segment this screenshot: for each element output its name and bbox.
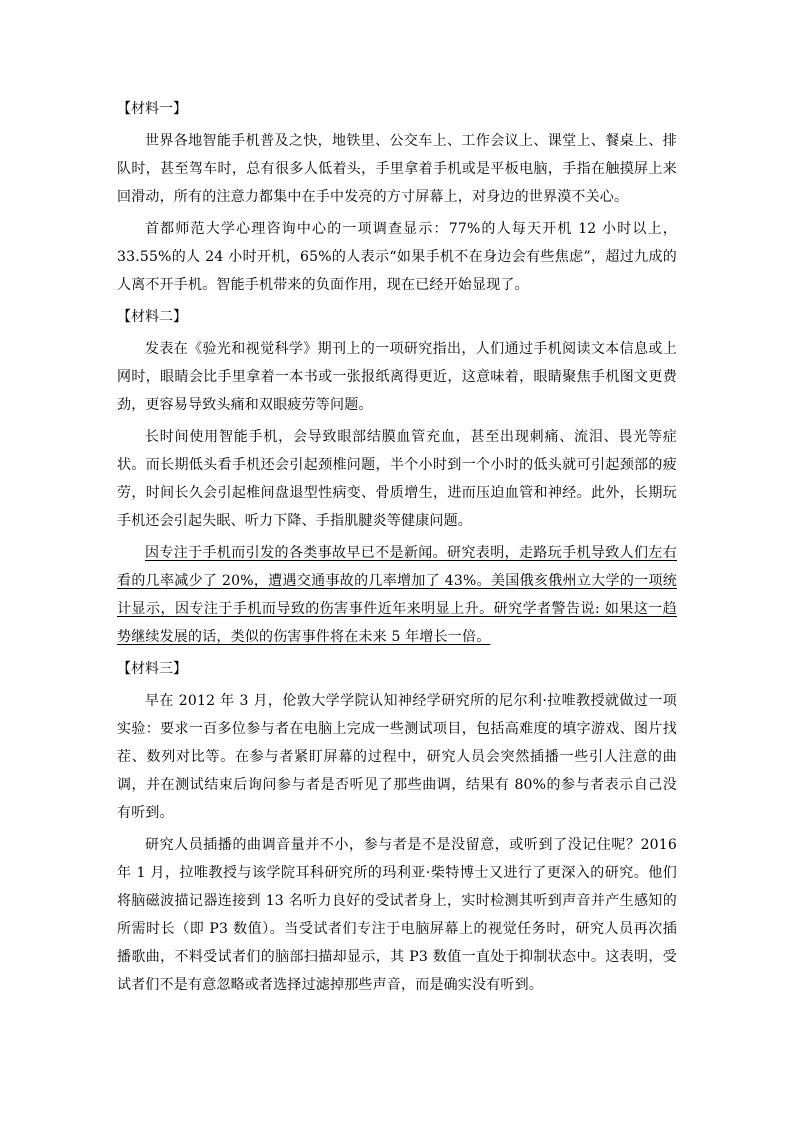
paragraph-material-2-2: 长时间使用智能手机，会导致眼部结膜血管充血，甚至出现刺痛、流泪、畏光等症状。而长期低头看手机还会引起颈椎问题，半个小时到一个小时的低头就可引起颈部的疲劳，时间长久会引起椎间盘退型性病变、骨质增生，进而压迫血管和神经。此外，长期玩手机还会引起失眠、听力下降、手指肌腱炎等健康问题。 [117,429,677,529]
paragraph-material-2-3-underlined: 因专注于手机而引发的各类事故早已不是新闻。研究表明，走路玩手机导致人们左右看的几率减少了 20%，遭遇交通事故的几率增加了 43%。美国俄亥俄州立大学的一项统计显示，因专注于手机而导致的伤害事件近年来明显上升。研究学者警告说: 如果这一趋势继续发展的话，类似的伤害事件将在未来 5 年增长一倍。 [117,545,677,645]
section-heading-material-3: 【材料三】 [117,661,187,677]
paragraph-material-2-1: 发表在《验光和视觉科学》期刊上的一项研究指出，人们通过手机阅读文本信息或上网时，眼睛会比手里拿着一本书或一张报纸离得更近，这意味着，眼睛聚焦手机图文更费劲，更容易导致头痛和双眼疲劳等问题。 [117,341,677,413]
paragraph-material-3-2: 研究人员插播的曲调音量并不小，参与者是不是没留意，或听到了没记住呢？2016 年 1 月，拉唯教授与该学院耳科研究所的玛利亚·柴特博士又进行了更深入的研究。他们将脑磁波描记器连接到 13 名听力良好的受试者身上，实时检测其听到声音并产生感知的所需时长（即 P3 数值）。当受试者们专注于电脑屏幕上的视觉任务时，研究人员再次插播歌曲，不料受试者们的脑部扫描却显示，其 P3 数值一直处于抑制状态中。这表明，受试者们不是有意忽略或者选择过滤掉那些声音，而是确实没有听到。 [117,837,677,993]
paragraph-material-3-1: 早在 2012 年 3 月，伦敦大学学院认知神经学研究所的尼尔利·拉唯教授就做过一项实验：要求一百多位参与者在电脑上完成一些测试项目，包括高难度的填字游戏、图片找茬、数列对比等。在参与者紧盯屏幕的过程中，研究人员会突然插播一些引人注意的曲调，并在测试结束后询问参与者是否听见了那些曲调，结果有 80%的参与者表示自己没有听到。 [117,693,677,821]
paragraph-material-1-2: 首都师范大学心理咨询中心的一项调查显示：77%的人每天开机 12 小时以上，33.55%的人 24 小时开机，65%的人表示“如果手机不在身边会有些焦虑”，超过九成的人离不开手机。智能手机带来的负面作用，现在已经开始显现了。 [117,221,677,293]
section-heading-material-1: 【材料一】 [117,101,187,117]
section-heading-material-2: 【材料二】 [117,309,187,325]
paragraph-material-1-1: 世界各地智能手机普及之快，地铁里、公交车上、工作会议上、课堂上、餐桌上、排队时，甚至驾车时，总有很多人低着头，手里拿着手机或是平板电脑，手指在触摸屏上来回滑动，所有的注意力都集中在手中发亮的方寸屏幕上，对身边的世界漠不关心。 [117,133,677,205]
document-body [117,95,677,1003]
